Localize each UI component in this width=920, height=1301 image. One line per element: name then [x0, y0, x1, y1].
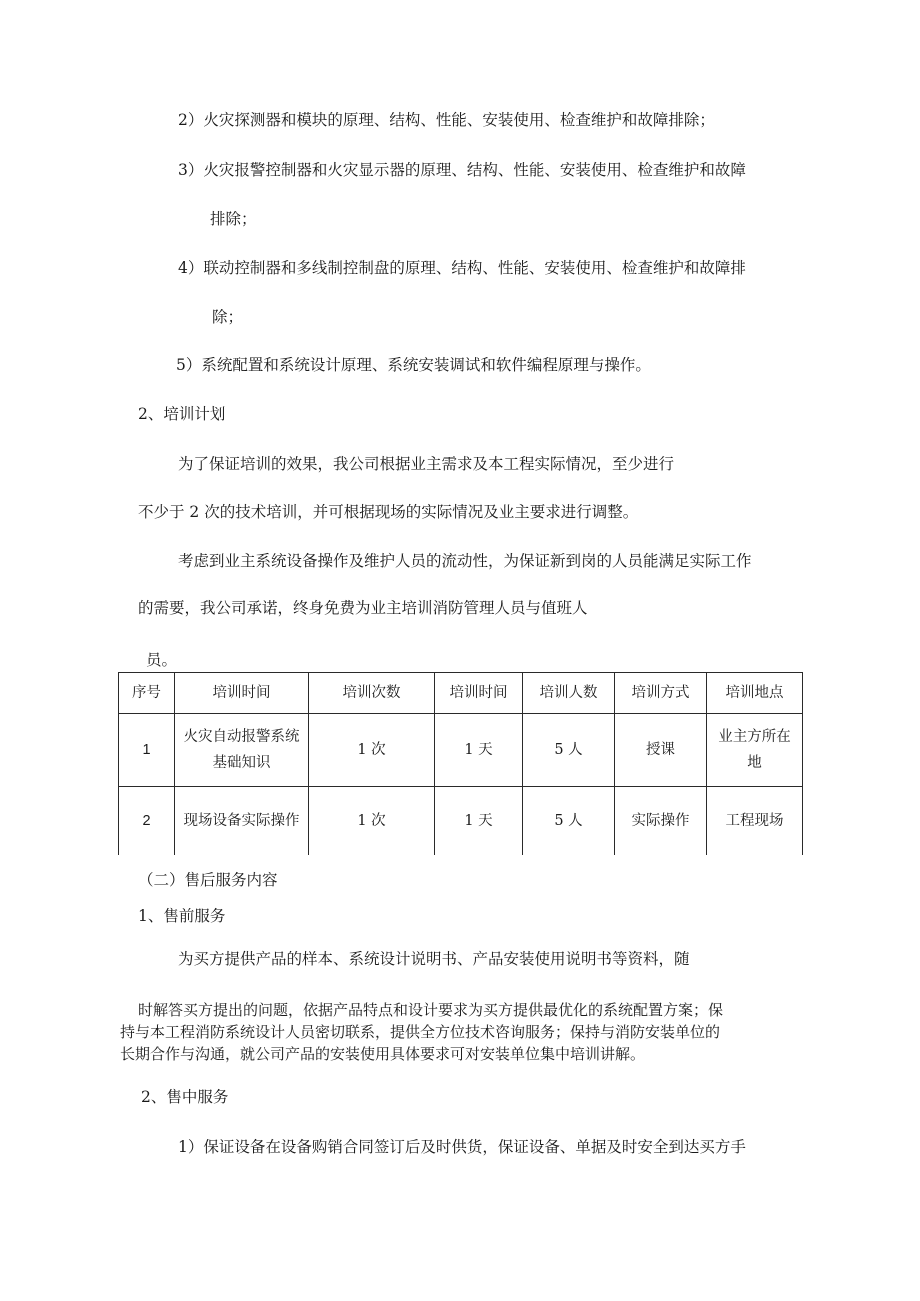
- list-item-4-cont: 除；: [212, 308, 244, 326]
- table-cell: 2: [119, 787, 175, 856]
- table-header-cell: 培训时间: [175, 673, 309, 714]
- table-header-cell: 培训人数: [523, 673, 615, 714]
- table-row: [119, 714, 803, 787]
- table-row: [119, 787, 803, 856]
- table-cell: 1 天: [435, 787, 523, 856]
- table-cell: 现场设备实际操作: [175, 787, 309, 856]
- paragraph-line: 考虑到业主系统设备操作及维护人员的流动性，为保证新到岗的人员能满足实际工作: [178, 552, 752, 570]
- table-cell: 1 次: [309, 787, 435, 856]
- table-header-cell: 序号: [119, 673, 175, 714]
- paragraph-line: 的需要，我公司承诺，终身免费为业主培训消防管理人员与值班人: [138, 599, 588, 617]
- list-item-2: 2）火灾探测器和模块的原理、结构、性能、安装使用、检查维护和故障排除；: [178, 111, 715, 129]
- table-cell: [707, 714, 803, 787]
- cell-line: 基础知识: [212, 755, 271, 771]
- cell-line: 火灾自动报警系统: [183, 729, 300, 745]
- paragraph-line: 长期合作与沟通，就公司产品的安装使用具体要求可对安装单位集中培训讲解。: [120, 1045, 646, 1063]
- table-header-cell: 培训次数: [309, 673, 435, 714]
- paragraph-line: 为买方提供产品的样本、系统设计说明书、产品安装使用说明书等资料，随: [178, 950, 690, 968]
- table-header-row: [119, 673, 803, 714]
- paragraph-line: 员。: [146, 651, 178, 669]
- section-heading-pre-sales: 1、售前服务: [138, 907, 226, 925]
- table-cell: 实际操作: [615, 787, 707, 856]
- table-cell: 工程现场: [707, 787, 803, 856]
- list-item-1: 1）保证设备在设备购销合同签订后及时供货，保证设备、单据及时安全到达买方手: [178, 1138, 746, 1156]
- table-cell: 1 次: [309, 714, 435, 787]
- table-cell: 5 人: [523, 787, 615, 856]
- paragraph-line: 为了保证培训的效果，我公司根据业主需求及本工程实际情况，至少进行: [178, 455, 675, 473]
- section-heading-after-sales: （二）售后服务内容: [138, 871, 278, 889]
- paragraph-line: 持与本工程消防系统设计人员密切联系，提供全方位技术咨询服务；保持与消防安装单位的: [120, 1023, 721, 1041]
- list-item-3-cont: 排除；: [210, 210, 257, 228]
- paragraph-line: 时解答买方提出的问题，依据产品特点和设计要求为买方提供最优化的系统配置方案；保: [138, 1001, 724, 1019]
- table-cell: 1 天: [435, 714, 523, 787]
- table-cell: [175, 714, 309, 787]
- table-header-cell: 培训方式: [615, 673, 707, 714]
- section-heading-training-plan: 2、培训计划: [138, 405, 226, 423]
- table-cell: 5 人: [523, 714, 615, 787]
- section-heading-in-sales: 2、售中服务: [141, 1088, 229, 1106]
- paragraph-line: 不少于 2 次的技术培训，并可根据现场的实际情况及业主要求进行调整。: [138, 503, 639, 521]
- list-item-4: 4）联动控制器和多线制控制盘的原理、结构、性能、安装使用、检查维护和故障排: [178, 259, 746, 277]
- table-cell: 1: [119, 714, 175, 787]
- table-header-cell: 培训时间: [435, 673, 523, 714]
- list-item-5: 5）系统配置和系统设计原理、系统安装调试和软件编程原理与操作。: [176, 356, 651, 374]
- training-schedule-table: [118, 672, 803, 855]
- table-cell: 授课: [615, 714, 707, 787]
- cell-line: 地: [747, 755, 762, 771]
- cell-line: 业主方所在: [718, 729, 791, 745]
- table-header-cell: 培训地点: [707, 673, 803, 714]
- list-item-3: 3）火灾报警控制器和火灾显示器的原理、结构、性能、安装使用、检查维护和故障: [178, 161, 746, 179]
